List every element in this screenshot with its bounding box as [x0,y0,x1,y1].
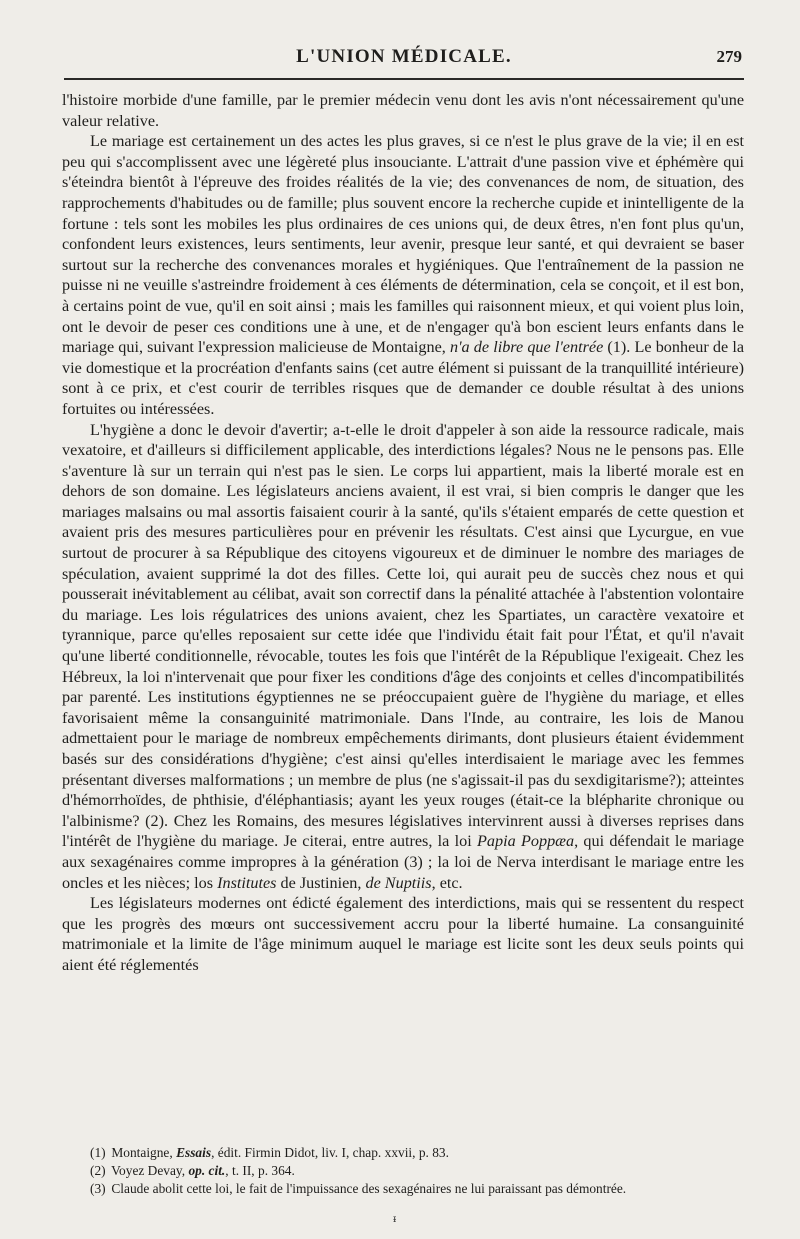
page-number: 279 [716,47,742,66]
paragraph-2-text-a: Le mariage est certainement un des actes les plus graves, si ce n'est le plus grave de la vie; il en est peu qui s'accomplissent avec une légèreté plus insouciante. L'attrait d'une passion vive et éphémère qui s'éteindra bientôt à l'épreuve des froides réalités de la vie; des convenances de nom, de situation, des rapprochements d'habitudes ou de famille; plus souvent encore la recherche cupide et inintelligente de la fortune : tels sont les mobiles les plus ordinaires de ces unions qui, de deux êtres, n'en font plus qu'un, confondent leurs existences, leurs sentiments, leur avenir, presque leur santé, et qui devraient se baser surtout sur la recherche des convenances morales et hygiéniques. Que l'entraînement de la passion ne puisse ni ne veuille s'astreindre froidement à ces éléments de détermination, cela se conçoit, et il est bon, à certains point de vue, qu'il en soit ainsi ; mais les familles qui raisonnent mieux, et qui voient plus loin, ont le devoir de peser ces conditions une à une, et de n'engager qu'à bon escient leurs enfants dans le mariage qui, suivant l'expression malicieuse de Montaigne, [62,132,744,357]
paragraph-1 [62,90,744,131]
footnote-1-number: (1) [90,1145,106,1160]
institutes-title: Institutes [217,873,277,892]
paragraph-3-text-b: , qui défendait le mariage aux sexagénaires comme impropres à la génération (3) ; la loi de Nerva interdisant le mariage entre les oncles et les nièces; los [62,832,745,892]
running-title: L'UNION MÉDICALE. [296,46,512,67]
paragraph-1-text: l'histoire morbide d'une famille, par le premier médecin venu dont les avis n'ont nécessairement qu'une valeur relative. [62,91,744,130]
footnote-2-text-b: , t. II, p. 364. [225,1163,295,1178]
body-text [62,90,744,976]
de-nuptiis-title: de Nuptiis [365,873,432,892]
footnote-2-number: (2) [90,1163,106,1178]
paragraph-4 [62,893,744,975]
footnote-1-text-a: Montaigne, [111,1145,177,1160]
footnote-1-work: Essais [176,1145,212,1160]
paragraph-2-text-b: (1). Le bonheur de la vie domestique et la procréation d'enfants sains (cet autre élément si puissant de la tranquillité intérieure) sont à ce prix, et c'est courir de terribles risques que de demander ce double résultat à des unions fortuites ou intéressées. [62,338,745,418]
footnotes [90,1144,744,1198]
paragraph-3 [62,420,744,894]
footnote-1-text-b: , édit. Firmin Didot, liv. I, chap. xxvii, p. 83. [211,1145,449,1160]
footnote-2-op-cit: op. cit. [188,1163,226,1178]
footnote-2 [90,1162,744,1180]
paragraph-3-text-d: , etc. [431,873,463,892]
footnote-2-text-a: Voyez Devay, [111,1163,189,1178]
page-header [64,42,744,74]
paragraph-4-text: Les législateurs modernes ont édicté également des interdictions, mais qui se ressentent du respect que les progrès des mœurs ont successivement accru pour la liberté humaine. La consanguinité matrimoniale et la limite de l'âge minimum auquel le mariage est licite sont les deux seuls points qui aient été réglementés [62,894,744,974]
paragraph-2 [62,131,744,419]
lex-papia-poppaea: Papia Poppæa [477,832,575,851]
signature-mark: ᵻ [393,1214,397,1225]
footnote-3-number: (3) [90,1181,106,1196]
footnote-3 [90,1180,744,1198]
footnote-3-text: Claude abolit cette loi, le fait de l'impuissance des sexagénaires ne lui paraissant pas démontrée. [111,1181,627,1196]
paragraph-3-text-c: de Justinien, [276,873,366,892]
montaigne-quote: n'a de libre que l'entrée [449,338,604,357]
footnote-1 [90,1144,744,1162]
header-rule [64,78,744,80]
paragraph-3-text-a: L'hygiène a donc le devoir d'avertir; a-t-elle le droit d'appeler à son aide la ressource radicale, mais vexatoire, et d'ailleurs si difficilement applicable, des interdictions légales? Nous ne le pensons pas. Elle s'aventure là sur un terrain qui n'est pas le sien. Le corps lui appartient, mais la liberté morale est en dehors de son domaine. Les législateurs anciens avaient, il est vrai, si bien compris le danger que les mariages malsains ou mal assortis faisaient courir à la santé, qu'ils s'étaient emparés de cette question et avaient pris des mesures particulières pour en prévenir les résultats. C'est ainsi que Lycurgue, en vue surtout de procurer à sa République des citoyens vigoureux et de diminuer le nombre des mariages de spéculation, avaient supprimé la dot des filles. Cette loi, qui aurait peu de succès chez nous et qui pousserait inévitablement au célibat, avait son correctif dans la pénalité attachée à l'abstention volontaire du mariage. Les lois régulatrices des unions avaient, chez les Spartiates, un caractère vexatoire et tyrannique, parce qu'elles reposaient sur cette idée que l'individu était fait pour l'État, et qu'il n'avait qu'une liberté conditionnelle, révocable, toutes les fois que l'intérêt de la République l'exigeait. Chez les Hébreux, la loi n'intervenait que pour fixer les conditions d'âge des conjoints et celles d'incompatibilités par parenté. Les institutions égyptiennes ne se préoccupaient guère de l'hygiène du mariage, et elles favorisaient même la consanguinité matrimoniale. Dans l'Inde, au contraire, les lois de Manou admettaient pour le mariage de nombreux empêchements dirimants, dont plusieurs étaient évidemment basés sur des considérations d'hygiène; c'est ainsi qu'elles interdisaient le mariage avec les femmes présentant diverses malformations ; un membre de plus (ne s'agissait-il pas du sexdigitarisme?); atteintes d'hémorrhoïdes, de phthisie, d'éléphantiasis; ayant les yeux rouges (était-ce la blépharite chronique ou l'albinisme? (2). Chez les Romains, des mesures législatives intervinrent aussi à diverses reprises dans l'intérêt de l'hygiène du mariage. Je citerai, entre autres, la loi [62,420,744,851]
